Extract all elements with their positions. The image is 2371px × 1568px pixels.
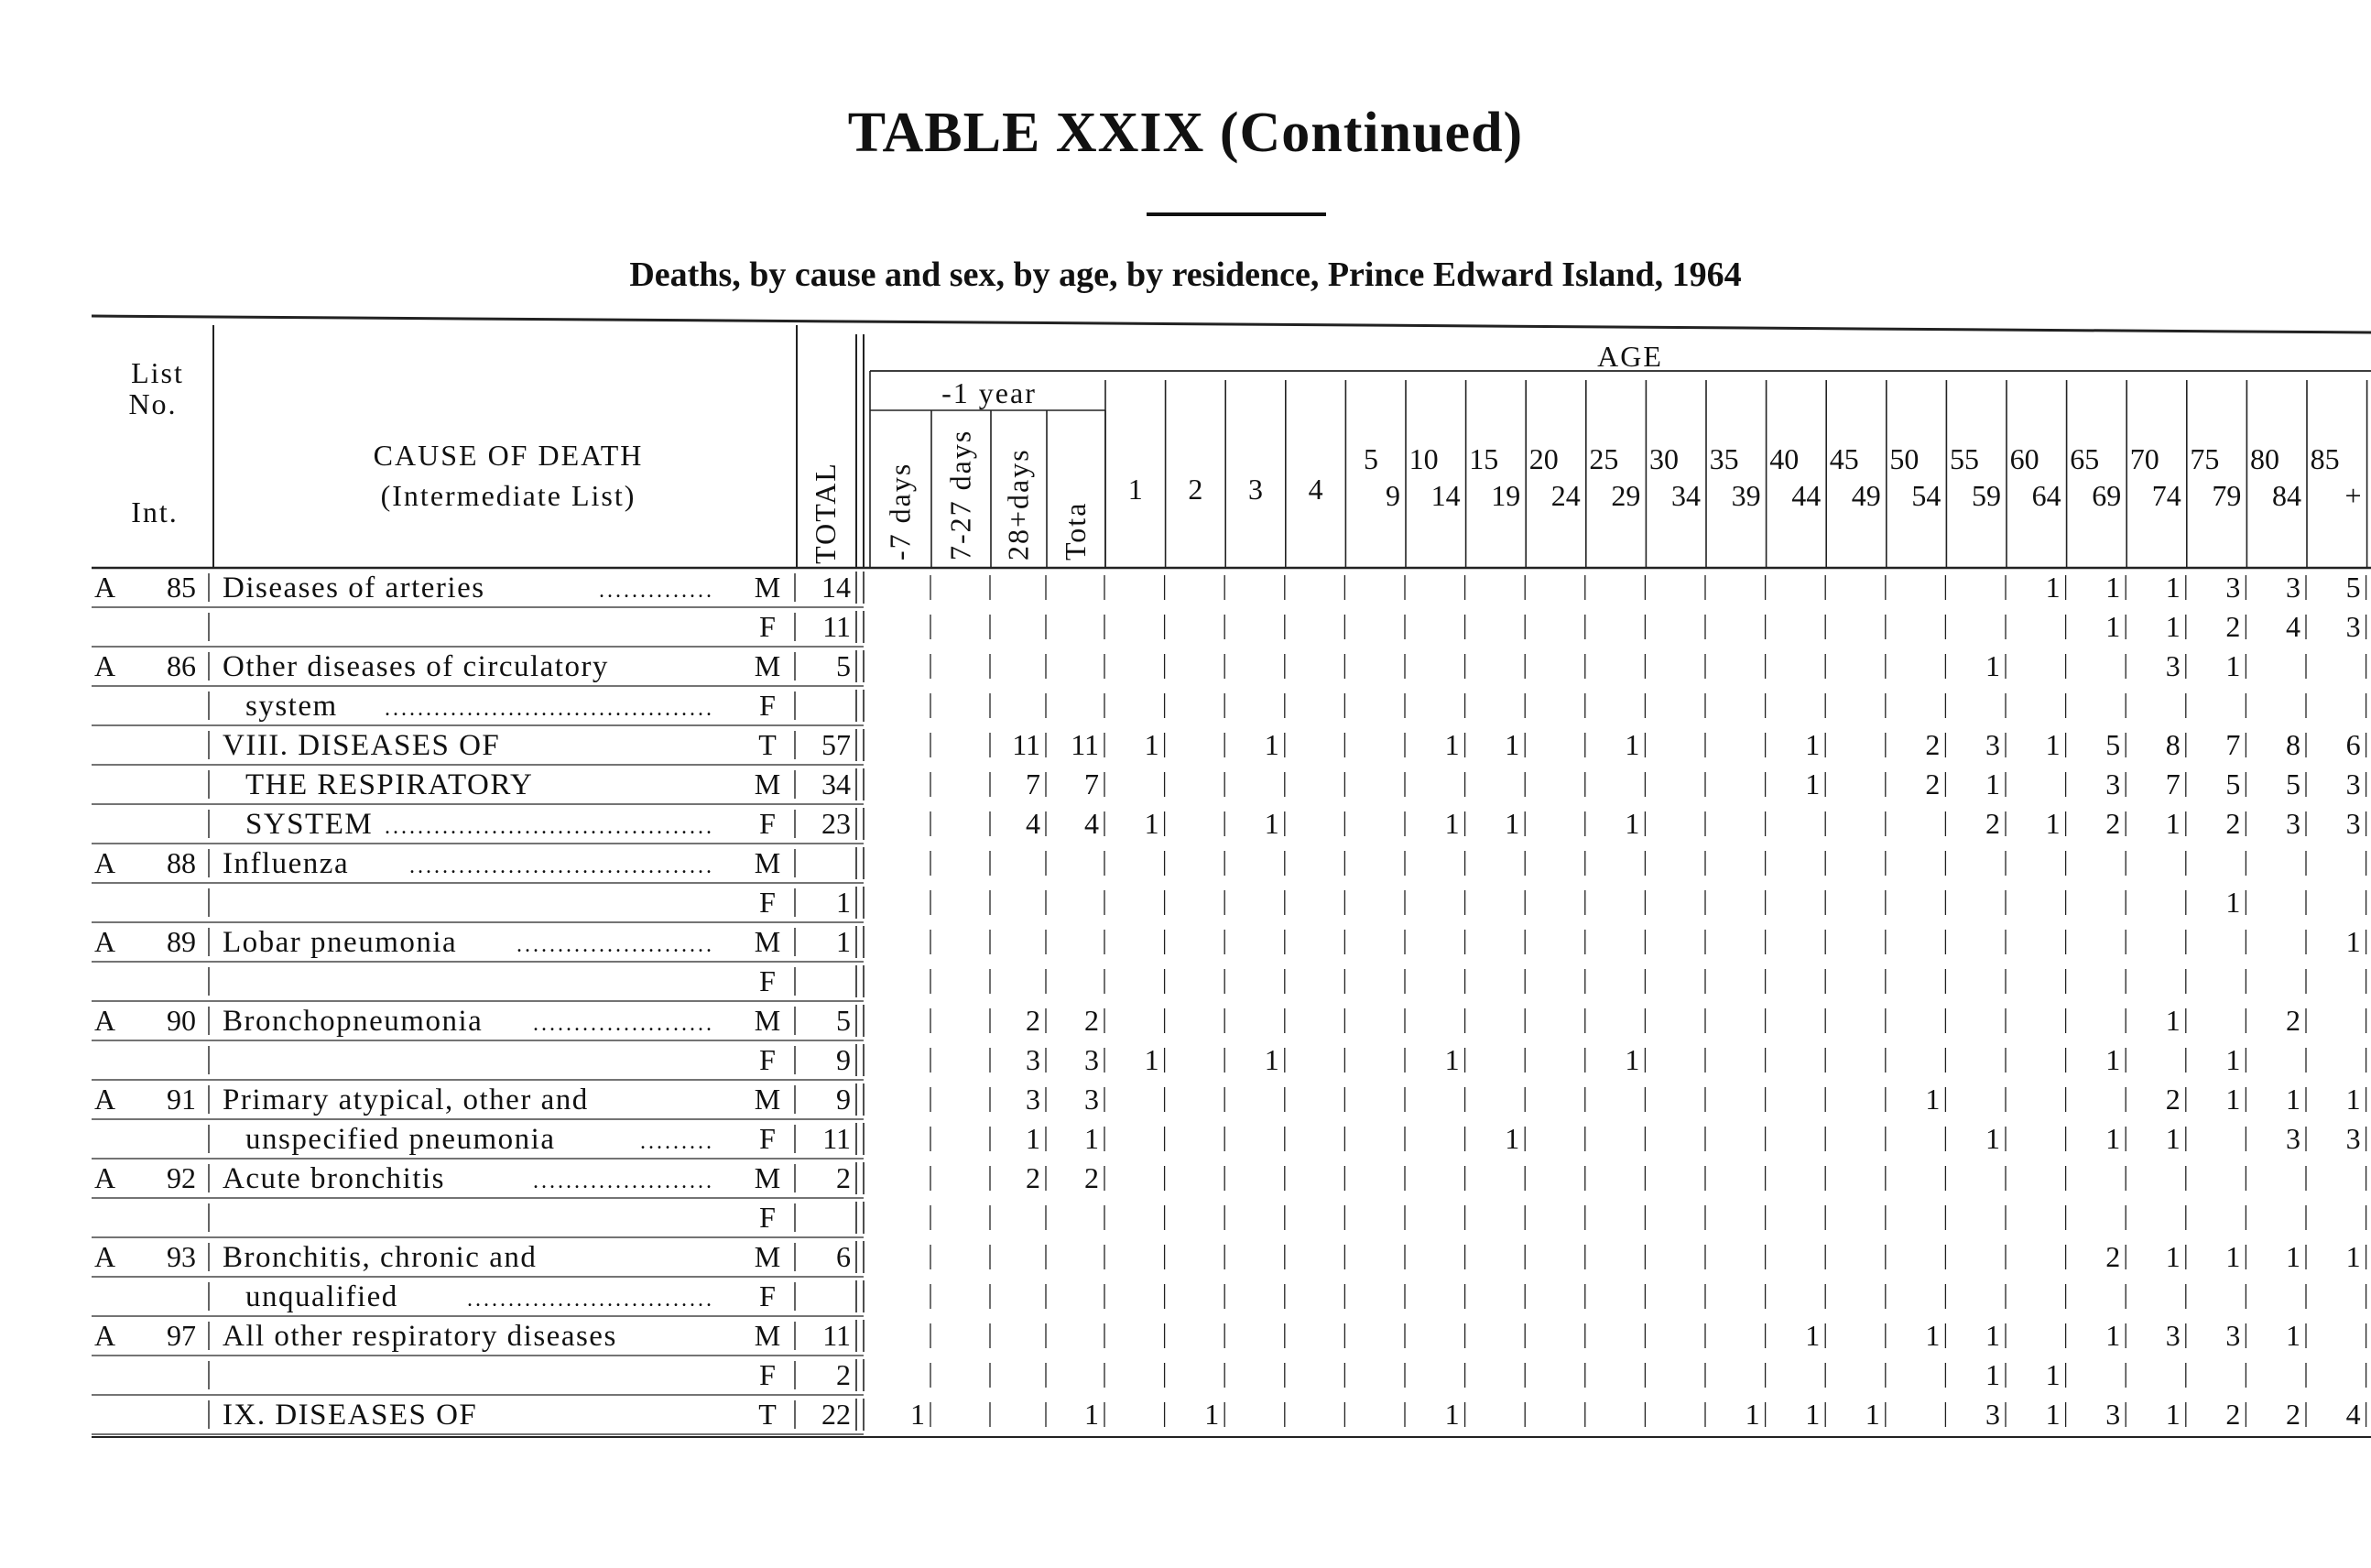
age-group-header: 5 — [1364, 442, 1378, 475]
row-total: 2 — [836, 1161, 851, 1194]
age-value: 3 — [1026, 1083, 1040, 1116]
sub-age-header: -7 days — [883, 462, 917, 561]
sex-code: F — [759, 1358, 776, 1391]
sex-code: F — [759, 1279, 776, 1312]
sex-code: T — [758, 728, 777, 761]
leader-dots: .............................. — [467, 1288, 714, 1312]
cause-of-death: THE RESPIRATORY — [245, 768, 534, 801]
leader-dots: ......... — [640, 1130, 714, 1154]
age-value: 1 — [1745, 1398, 1760, 1431]
list-prefix: A — [94, 846, 116, 879]
age-group-header: 2 — [1188, 473, 1203, 506]
age-group-header: 10 — [1408, 442, 1439, 475]
sex-code: F — [759, 689, 776, 722]
row-total: 9 — [836, 1043, 851, 1076]
list-prefix: A — [94, 1240, 116, 1273]
list-number: 89 — [167, 925, 196, 958]
age-value: 3 — [2286, 571, 2300, 604]
age-value: 4 — [2286, 610, 2300, 643]
age-group-header: 14 — [1430, 479, 1461, 512]
age-value: 1 — [1625, 728, 1640, 761]
age-group-header: 15 — [1469, 442, 1499, 475]
age-value: 1 — [1985, 1122, 2000, 1155]
age-value: 2 — [2165, 1083, 2181, 1116]
age-value: 1 — [2345, 925, 2361, 958]
age-value: 1 — [1805, 1398, 1821, 1431]
age-group-header: 80 — [2250, 442, 2279, 475]
cause-header: (Intermediate List) — [380, 479, 636, 512]
age-group-header: 75 — [2190, 442, 2220, 475]
age-value: 2 — [2286, 1004, 2300, 1037]
age-value: 3 — [1985, 728, 2000, 761]
age-value: 8 — [2286, 728, 2300, 761]
age-value: 1 — [1985, 649, 2000, 682]
sex-code: F — [759, 964, 776, 997]
age-value: 1 — [1805, 768, 1821, 800]
age-group-header: 70 — [2129, 442, 2159, 475]
age-value: 1 — [1505, 1122, 1520, 1155]
row-total: 34 — [821, 768, 851, 800]
age-value: 1 — [2165, 610, 2181, 643]
leader-dots: ...................... — [533, 1170, 714, 1193]
age-value: 1 — [1204, 1398, 1220, 1431]
sex-code: F — [759, 1201, 776, 1234]
age-value: 1 — [1625, 1043, 1640, 1076]
list-no-header: List — [131, 356, 184, 389]
age-value: 1 — [1264, 1043, 1279, 1076]
sex-code: F — [759, 610, 776, 643]
cause-of-death: Influenza — [223, 847, 350, 880]
cause-of-death: Other diseases of circulatory — [223, 650, 609, 683]
sex-code: F — [759, 807, 776, 840]
age-value: 7 — [1026, 768, 1040, 800]
age-group-header: 55 — [1950, 442, 1979, 475]
list-number: 85 — [167, 571, 196, 604]
age-value: 2 — [2105, 807, 2121, 840]
age-value: 1 — [2165, 1240, 2181, 1273]
age-value: 11 — [1012, 728, 1040, 761]
age-value: 1 — [1144, 1043, 1159, 1076]
age-value: 1 — [1026, 1122, 1040, 1155]
sex-code: M — [754, 1004, 781, 1037]
age-value: 1 — [2045, 728, 2061, 761]
list-number: 93 — [167, 1240, 196, 1273]
age-group-header: 65 — [2070, 442, 2100, 475]
age-group-header: + — [2344, 479, 2362, 512]
age-value: 1 — [2045, 1358, 2061, 1391]
age-value: 5 — [2225, 768, 2241, 800]
age-value: 1 — [2165, 1004, 2181, 1037]
total-header: TOTAL — [809, 462, 842, 564]
row-total: 6 — [836, 1240, 851, 1273]
row-total: 23 — [821, 807, 851, 840]
age-value: 1 — [2225, 1240, 2241, 1273]
age-value: 1 — [2225, 1083, 2241, 1116]
age-value: 5 — [2345, 571, 2361, 604]
age-value: 1 — [2165, 1122, 2181, 1155]
age-group-header: 49 — [1851, 479, 1881, 512]
age-group-header: 60 — [2009, 442, 2039, 475]
leader-dots: ...................... — [533, 1012, 714, 1036]
age-group-header: 79 — [2212, 479, 2242, 512]
cause-of-death: unqualified — [245, 1280, 398, 1313]
age-group-header: 25 — [1589, 442, 1619, 475]
age-value: 3 — [2225, 571, 2241, 604]
age-group-header: 84 — [2272, 479, 2301, 512]
age-value: 3 — [2345, 1122, 2361, 1155]
age-value: 2 — [1925, 768, 1941, 800]
age-value: 2 — [2225, 1398, 2241, 1431]
age-group-header: 3 — [1248, 473, 1263, 506]
age-value: 1 — [2165, 571, 2181, 604]
age-value: 7 — [2225, 728, 2241, 761]
age-value: 1 — [2045, 571, 2061, 604]
age-value: 3 — [1084, 1043, 1099, 1076]
cause-of-death: SYSTEM — [245, 808, 374, 841]
age-value: 1 — [1444, 807, 1460, 840]
row-total: 57 — [821, 728, 851, 761]
age-value: 1 — [1444, 728, 1460, 761]
row-total: 11 — [822, 1319, 851, 1352]
age-value: 1 — [1925, 1319, 1941, 1352]
age-value: 2 — [1084, 1004, 1099, 1037]
age-value: 3 — [2286, 1122, 2300, 1155]
table-subtitle: Deaths, by cause and sex, by age, by residence, Prince Edward Island, 1964 — [629, 256, 1742, 294]
age-value: 1 — [2045, 1398, 2061, 1431]
leader-dots: ........................................ — [385, 697, 714, 721]
age-group-header: 85 — [2310, 442, 2340, 475]
age-group-header: 35 — [1709, 442, 1739, 475]
leader-dots: ........................ — [517, 933, 714, 957]
sex-code: M — [754, 1240, 781, 1273]
age-value: 1 — [2105, 571, 2121, 604]
age-value: 1 — [2045, 807, 2061, 840]
sex-code: M — [754, 1083, 781, 1116]
age-value: 3 — [2345, 807, 2361, 840]
age-group-header: 4 — [1308, 473, 1323, 506]
age-value: 1 — [1505, 807, 1520, 840]
age-value: 1 — [2225, 1043, 2241, 1076]
list-number: 97 — [167, 1319, 196, 1352]
age-group-header: 20 — [1528, 442, 1559, 475]
age-value: 1 — [1925, 1083, 1941, 1116]
sub-age-header: 7-27 days — [943, 429, 977, 561]
leader-dots: ........................................ — [385, 815, 714, 839]
list-prefix: A — [94, 1004, 116, 1037]
age-group-header: 24 — [1550, 479, 1581, 512]
age-value: 11 — [1071, 728, 1099, 761]
age-value: 2 — [1985, 807, 2000, 840]
age-value: 1 — [2345, 1083, 2361, 1116]
age-value: 1 — [1865, 1398, 1880, 1431]
age-value: 1 — [1144, 807, 1159, 840]
sex-code: M — [754, 1319, 781, 1352]
list-no-header: No. — [128, 387, 178, 420]
age-group-header: 50 — [1889, 442, 1920, 475]
age-value: 2 — [1925, 728, 1941, 761]
age-value: 1 — [1144, 728, 1159, 761]
age-value: 1 — [2225, 886, 2241, 919]
sex-code: F — [759, 886, 776, 919]
age-group-header: 30 — [1649, 442, 1679, 475]
age-value: 1 — [2165, 1398, 2181, 1431]
age-value: 1 — [2286, 1319, 2300, 1352]
cause-of-death: VIII. DISEASES OF — [223, 729, 501, 762]
age-value: 1 — [1264, 807, 1279, 840]
age-value: 1 — [1985, 768, 2000, 800]
list-number: 90 — [167, 1004, 196, 1037]
table-top-rule — [92, 316, 2371, 332]
age-value: 3 — [1985, 1398, 2000, 1431]
age-group-header: 59 — [1972, 479, 2001, 512]
age-value: 1 — [2165, 807, 2181, 840]
sex-code: M — [754, 925, 781, 958]
age-value: 1 — [1444, 1398, 1460, 1431]
age-value: 4 — [1084, 807, 1099, 840]
age-value: 1 — [1084, 1122, 1099, 1155]
age-value: 1 — [1985, 1319, 2000, 1352]
age-group-header: 74 — [2151, 479, 2181, 512]
age-value: 3 — [2105, 768, 2121, 800]
row-total: 9 — [836, 1083, 851, 1116]
row-total: 2 — [836, 1358, 851, 1391]
age-value: 2 — [2225, 807, 2241, 840]
age-group-header: 45 — [1829, 442, 1859, 475]
age-value: 3 — [2225, 1319, 2241, 1352]
age-value: 1 — [910, 1398, 925, 1431]
age-value: 1 — [2286, 1083, 2300, 1116]
table-title: TABLE XXIX (Continued) — [847, 102, 1524, 164]
age-value: 1 — [2286, 1240, 2300, 1273]
age-value: 3 — [2345, 610, 2361, 643]
age-value: 1 — [2225, 649, 2241, 682]
sex-code: F — [759, 1043, 776, 1076]
age-value: 1 — [1264, 728, 1279, 761]
age-value: 4 — [2345, 1398, 2361, 1431]
age-group-header: 39 — [1731, 479, 1761, 512]
row-total: 5 — [836, 1004, 851, 1037]
age-value: 8 — [2165, 728, 2181, 761]
leader-dots: ..................................... — [409, 855, 714, 878]
age-group-header: 29 — [1611, 479, 1641, 512]
age-value: 1 — [1805, 1319, 1821, 1352]
row-total: 11 — [822, 610, 851, 643]
age-value: 6 — [2345, 728, 2361, 761]
age-group-header: 9 — [1386, 479, 1400, 512]
age-value: 7 — [1084, 768, 1099, 800]
sex-code: M — [754, 1161, 781, 1194]
sub-age-header: Tota — [1059, 501, 1092, 561]
list-prefix: A — [94, 649, 116, 682]
age-group-header: 34 — [1671, 479, 1701, 512]
age-value: 5 — [2286, 768, 2300, 800]
cause-of-death: Primary atypical, other and — [223, 1083, 589, 1116]
row-total: 22 — [821, 1398, 851, 1431]
age-value: 1 — [1505, 728, 1520, 761]
sex-code: M — [754, 571, 781, 604]
cause-of-death: unspecified pneumonia — [245, 1123, 556, 1156]
under-one-year-header: -1 year — [941, 376, 1037, 409]
leader-dots: .............. — [599, 579, 714, 603]
sex-code: T — [758, 1398, 777, 1431]
list-prefix: A — [94, 571, 116, 604]
age-value: 3 — [1026, 1043, 1040, 1076]
age-value: 1 — [1805, 728, 1821, 761]
cause-header: CAUSE OF DEATH — [373, 439, 644, 472]
row-total: 1 — [836, 925, 851, 958]
age-value: 3 — [2165, 649, 2181, 682]
age-value: 3 — [2165, 1319, 2181, 1352]
age-value: 1 — [1444, 1043, 1460, 1076]
row-total: 1 — [836, 886, 851, 919]
cause-of-death: Diseases of arteries — [223, 572, 485, 604]
age-value: 1 — [1985, 1358, 2000, 1391]
age-value: 1 — [2105, 1319, 2121, 1352]
age-group-header: 1 — [1127, 473, 1143, 506]
list-prefix: A — [94, 1319, 116, 1352]
row-total: 11 — [822, 1122, 851, 1155]
age-value: 2 — [1026, 1161, 1040, 1194]
age-value: 3 — [1084, 1083, 1099, 1116]
cause-of-death: system — [245, 690, 338, 723]
int-header: Int. — [131, 495, 179, 528]
age-header: AGE — [1597, 340, 1663, 373]
age-value: 3 — [2345, 768, 2361, 800]
age-group-header: 64 — [2031, 479, 2061, 512]
age-value: 1 — [2105, 1122, 2121, 1155]
row-total: 14 — [821, 571, 851, 604]
age-value: 2 — [2105, 1240, 2121, 1273]
age-value: 2 — [2286, 1398, 2300, 1431]
list-number: 91 — [167, 1083, 196, 1116]
list-prefix: A — [94, 925, 116, 958]
age-group-header: 40 — [1769, 442, 1800, 475]
list-number: 88 — [167, 846, 196, 879]
age-value: 1 — [2105, 610, 2121, 643]
sex-code: M — [754, 649, 781, 682]
list-prefix: A — [94, 1161, 116, 1194]
age-value: 2 — [1084, 1161, 1099, 1194]
age-value: 5 — [2105, 728, 2121, 761]
age-value: 1 — [2105, 1043, 2121, 1076]
age-value: 1 — [2345, 1240, 2361, 1273]
age-value: 7 — [2165, 768, 2181, 800]
list-number: 92 — [167, 1161, 196, 1194]
sex-code: M — [754, 768, 781, 800]
list-number: 86 — [167, 649, 196, 682]
cause-of-death: Lobar pneumonia — [223, 926, 458, 959]
row-total: 5 — [836, 649, 851, 682]
cause-of-death: Bronchopneumonia — [223, 1005, 484, 1038]
age-group-header: 69 — [2092, 479, 2122, 512]
sex-code: F — [759, 1122, 776, 1155]
cause-of-death: Acute bronchitis — [223, 1162, 446, 1195]
sex-code: M — [754, 846, 781, 879]
age-value: 1 — [1625, 807, 1640, 840]
age-value: 3 — [2105, 1398, 2121, 1431]
cause-of-death: Bronchitis, chronic and — [223, 1241, 538, 1274]
sub-age-header: 28+days — [1001, 448, 1035, 561]
age-group-header: 19 — [1491, 479, 1521, 512]
age-value: 1 — [1084, 1398, 1099, 1431]
age-value: 3 — [2286, 807, 2300, 840]
cause-of-death: All other respiratory diseases — [223, 1320, 617, 1353]
age-group-header: 54 — [1911, 479, 1941, 512]
age-value: 2 — [1026, 1004, 1040, 1037]
cause-of-death: IX. DISEASES OF — [223, 1399, 478, 1432]
age-value: 4 — [1026, 807, 1040, 840]
list-prefix: A — [94, 1083, 116, 1116]
age-group-header: 44 — [1791, 479, 1822, 512]
age-value: 2 — [2225, 610, 2241, 643]
